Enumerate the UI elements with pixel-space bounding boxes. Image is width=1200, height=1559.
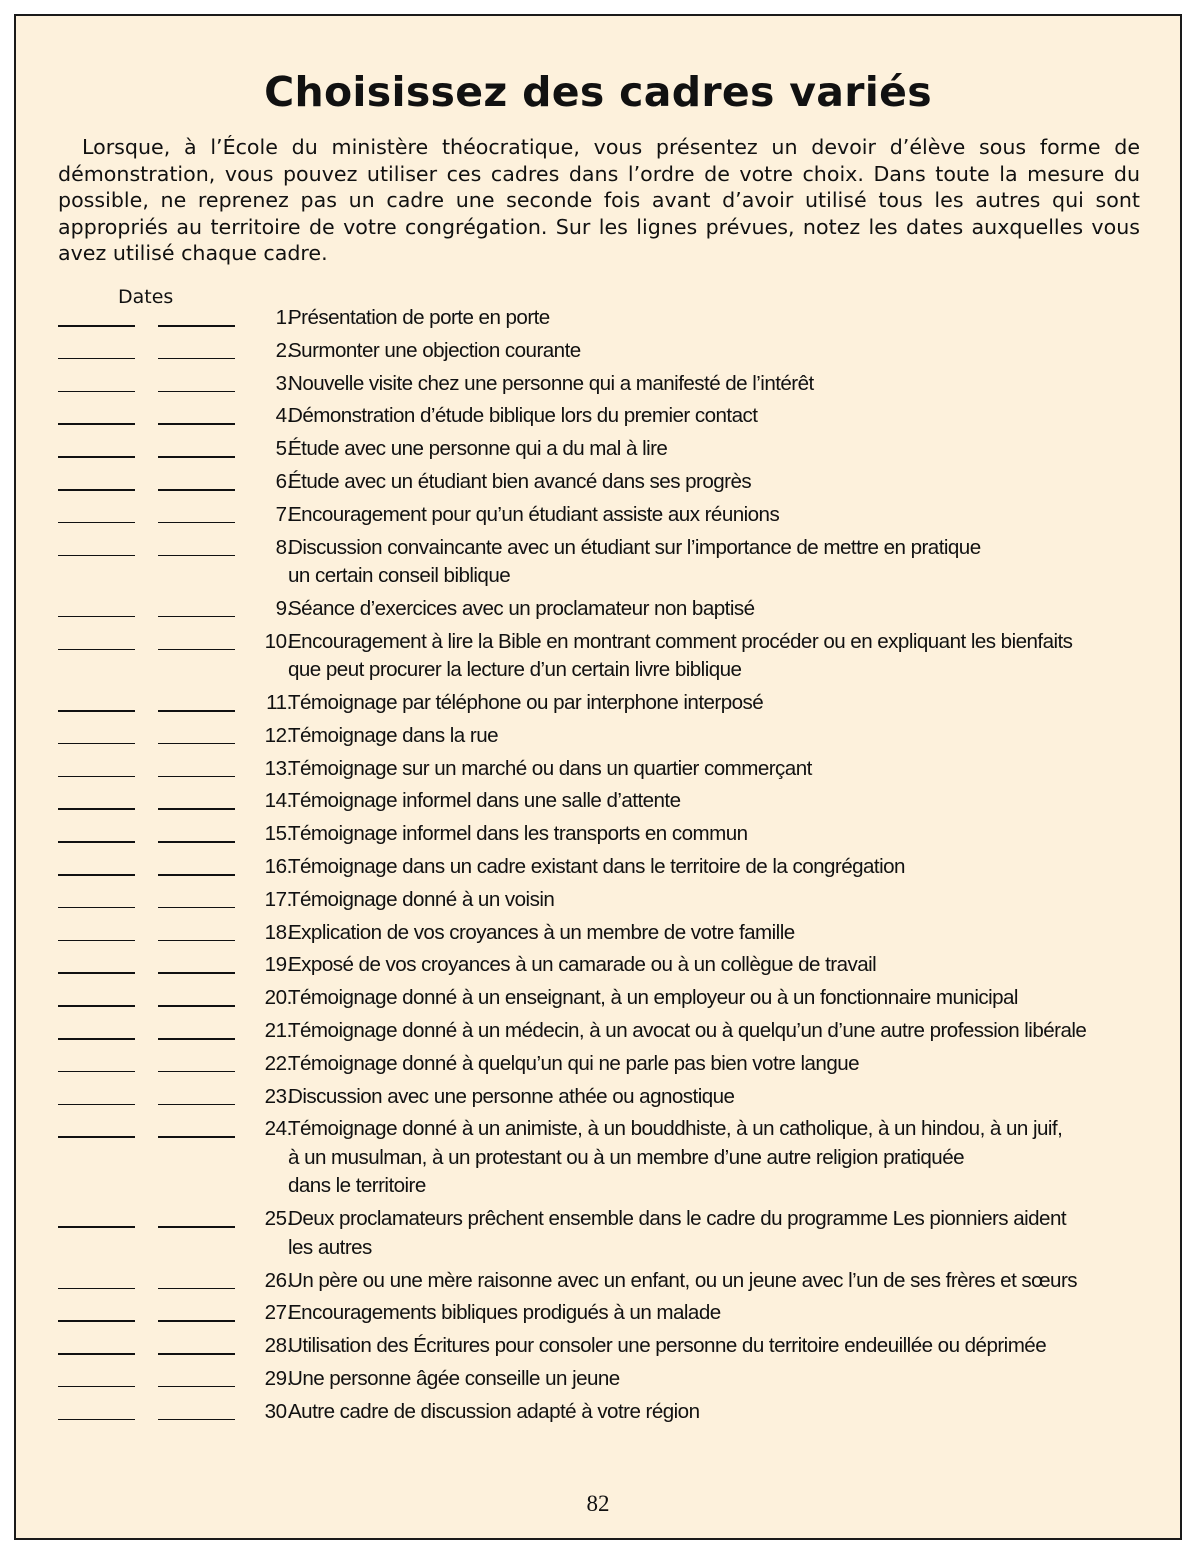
item-number: 2.	[275, 338, 292, 362]
date-blank-2[interactable]	[158, 649, 235, 651]
item-number: 9.	[275, 596, 292, 620]
item-text: les autres	[288, 1235, 372, 1259]
item-number: 28.	[264, 1334, 292, 1358]
date-blank-2[interactable]	[158, 1038, 235, 1040]
item-number: 14.	[264, 789, 292, 813]
date-blank-2[interactable]	[158, 1071, 235, 1073]
date-blank-1[interactable]	[58, 358, 135, 360]
date-blank-1[interactable]	[58, 1104, 135, 1106]
item-number: 22.	[264, 1051, 292, 1075]
item-text: un certain conseil biblique	[288, 564, 511, 588]
date-blank-1[interactable]	[58, 1005, 135, 1007]
date-blank-1[interactable]	[58, 456, 135, 458]
dates-column-header: Dates	[118, 286, 174, 308]
date-blank-1[interactable]	[58, 1288, 135, 1290]
date-blank-2[interactable]	[158, 391, 235, 393]
date-blank-1[interactable]	[58, 940, 135, 942]
intro-paragraph: Lorsque, à l’École du ministère théocratique, vous présentez un devoir d’élève sous forme de démonstration, vous pouvez utiliser ces cadres dans l’ordre de votre choix. Dans toute la mesure du possible, ne reprenez pas un cadre une seconde fois avant d’avoir utilisé tous les autres qui sont appropriés au territoire de votre congrégation. Sur les lignes prévues, notez les dates auxquelles vous avez utilisé chaque cadre.	[58, 135, 1140, 265]
item-text: Un père ou une mère raisonne avec un enfant, ou un jeune avec l’un de ses frères et sœurs	[288, 1268, 1078, 1292]
item-number: 15.	[264, 822, 292, 846]
item-number: 3.	[275, 371, 292, 395]
date-blank-1[interactable]	[58, 743, 135, 745]
item-number: 1.	[275, 306, 292, 329]
date-blank-2[interactable]	[158, 1386, 235, 1388]
item-number: 26.	[264, 1268, 292, 1292]
date-blank-1[interactable]	[58, 1353, 135, 1355]
item-text: Nouvelle visite chez une personne qui a manifesté de l’intérêt	[288, 371, 814, 395]
date-blank-2[interactable]	[158, 940, 235, 942]
date-blank-2[interactable]	[158, 1005, 235, 1007]
date-blank-2[interactable]	[158, 489, 235, 491]
date-blank-2[interactable]	[158, 423, 235, 425]
date-blank-2[interactable]	[158, 1288, 235, 1290]
item-text: Discussion convaincante avec un étudiant sur l’importance de mettre en pratique	[288, 535, 981, 559]
date-blank-2[interactable]	[158, 325, 235, 327]
date-blank-2[interactable]	[158, 743, 235, 745]
item-text: Deux proclamateurs prêchent ensemble dans le cadre du programme Les pionniers aident	[288, 1207, 1067, 1231]
item-number: 16.	[264, 855, 292, 878]
item-number: 21.	[264, 1019, 292, 1042]
date-blank-2[interactable]	[158, 522, 235, 524]
item-text: Étude avec un étudiant bien avancé dans ses progrès	[288, 470, 752, 493]
item-text: Témoignage donné à un voisin	[288, 887, 555, 911]
date-blank-1[interactable]	[58, 489, 135, 491]
item-text: Témoignage donné à un animiste, à un bouddhiste, à un catholique, à un hindou, à un juif,	[288, 1117, 1063, 1141]
item-text: Encouragements bibliques prodigués à un malade	[288, 1301, 721, 1325]
date-blank-1[interactable]	[58, 616, 135, 618]
date-blank-2[interactable]	[158, 555, 235, 557]
item-text: dans le territoire	[288, 1174, 426, 1198]
date-blank-2[interactable]	[158, 616, 235, 618]
item-number: 8.	[275, 535, 292, 559]
date-blank-1[interactable]	[58, 1386, 135, 1388]
date-blank-1[interactable]	[58, 391, 135, 393]
date-blank-1[interactable]	[58, 1038, 135, 1040]
item-number: 25.	[264, 1207, 292, 1231]
date-blank-1[interactable]	[58, 1226, 135, 1228]
item-text: Témoignage dans la rue	[288, 723, 498, 747]
date-blank-1[interactable]	[58, 1071, 135, 1073]
item-text: Présentation de porte en porte	[288, 306, 550, 329]
item-number: 11.	[266, 691, 292, 714]
date-blank-2[interactable]	[158, 808, 235, 810]
date-blank-1[interactable]	[58, 649, 135, 651]
date-blank-1[interactable]	[58, 1320, 135, 1322]
item-number: 27.	[264, 1301, 292, 1325]
item-text: Étude avec une personne qui a du mal à lire	[288, 437, 668, 461]
date-blank-2[interactable]	[158, 1320, 235, 1322]
date-blank-1[interactable]	[58, 325, 135, 327]
item-text: Explication de vos croyances à un membre de votre famille	[288, 920, 795, 944]
item-text: Témoignage donné à un enseignant, à un employeur ou à un fonctionnaire municipal	[288, 986, 1018, 1010]
item-text: Témoignage par téléphone ou par interphone interposé	[288, 691, 764, 714]
date-blank-2[interactable]	[158, 456, 235, 458]
date-blank-1[interactable]	[58, 841, 135, 843]
date-blank-1[interactable]	[58, 1136, 135, 1138]
item-number: 4.	[275, 404, 292, 428]
item-number: 7.	[275, 502, 292, 526]
item-text: Discussion avec une personne athée ou agnostique	[288, 1084, 735, 1108]
page-frame	[14, 14, 1182, 1540]
date-blank-2[interactable]	[158, 1136, 235, 1138]
date-blank-2[interactable]	[158, 1226, 235, 1228]
date-blank-2[interactable]	[158, 1353, 235, 1355]
item-number: 17.	[264, 887, 292, 911]
date-blank-1[interactable]	[58, 555, 135, 557]
item-number: 19.	[264, 953, 292, 977]
item-text: Une personne âgée conseille un jeune	[288, 1366, 620, 1390]
date-blank-2[interactable]	[158, 841, 235, 843]
item-text: Exposé de vos croyances à un camarade ou à un collègue de travail	[288, 953, 877, 977]
item-number: 12.	[264, 723, 292, 747]
item-number: 30.	[264, 1399, 292, 1423]
date-blank-2[interactable]	[158, 874, 235, 876]
item-text: Autre cadre de discussion adapté à votre région	[288, 1399, 700, 1423]
date-blank-2[interactable]	[158, 907, 235, 909]
date-blank-1[interactable]	[58, 423, 135, 425]
date-blank-1[interactable]	[58, 808, 135, 810]
date-blank-1[interactable]	[58, 874, 135, 876]
item-text: Encouragement à lire la Bible en montrant comment procéder ou en expliquant les bienfaits	[288, 629, 1073, 653]
date-blank-2[interactable]	[158, 1104, 235, 1106]
item-text: Utilisation des Écritures pour consoler une personne du territoire endeuillée ou déprimée	[288, 1334, 1047, 1358]
item-text: Séance d’exercices avec un proclamateur non baptisé	[288, 596, 755, 620]
item-number: 18.	[264, 920, 292, 944]
item-text: Témoignage informel dans les transports en commun	[288, 822, 748, 846]
item-text: Surmonter une objection courante	[288, 338, 581, 362]
item-number: 29.	[264, 1366, 292, 1390]
date-blank-2[interactable]	[158, 710, 235, 712]
date-blank-1[interactable]	[58, 907, 135, 909]
date-blank-1[interactable]	[58, 1419, 135, 1421]
item-number: 6.	[275, 470, 292, 493]
item-number: 23.	[264, 1084, 292, 1108]
date-blank-2[interactable]	[158, 776, 235, 778]
item-number: 20.	[264, 986, 292, 1010]
date-blank-2[interactable]	[158, 358, 235, 360]
item-number: 24.	[264, 1117, 292, 1141]
item-text: Témoignage dans un cadre existant dans le territoire de la congrégation	[288, 855, 905, 878]
item-text: Témoignage sur un marché ou dans un quartier commerçant	[288, 756, 812, 780]
date-blank-2[interactable]	[158, 972, 235, 974]
item-number: 10.	[264, 629, 292, 653]
page-title: Choisissez des cadres variés	[264, 68, 932, 116]
date-blank-2[interactable]	[158, 1419, 235, 1421]
item-number: 5.	[275, 437, 292, 461]
date-blank-1[interactable]	[58, 972, 135, 974]
item-text: Encouragement pour qu’un étudiant assiste aux réunions	[288, 502, 780, 526]
date-blank-1[interactable]	[58, 710, 135, 712]
item-text: Témoignage informel dans une salle d’attente	[288, 789, 681, 813]
item-text: Témoignage donné à quelqu’un qui ne parle pas bien votre langue	[288, 1051, 860, 1075]
item-text: Démonstration d’étude biblique lors du premier contact	[288, 404, 758, 428]
date-blank-1[interactable]	[58, 522, 135, 524]
item-text: que peut procurer la lecture d’un certain livre biblique	[288, 658, 742, 682]
item-text: à un musulman, à un protestant ou à un membre d’une autre religion pratiquée	[288, 1145, 964, 1169]
date-blank-1[interactable]	[58, 776, 135, 778]
item-number: 13.	[264, 756, 292, 780]
item-text: Témoignage donné à un médecin, à un avocat ou à quelqu’un d’une autre profession libérale	[288, 1019, 1087, 1042]
page-number: 82	[586, 1491, 610, 1516]
